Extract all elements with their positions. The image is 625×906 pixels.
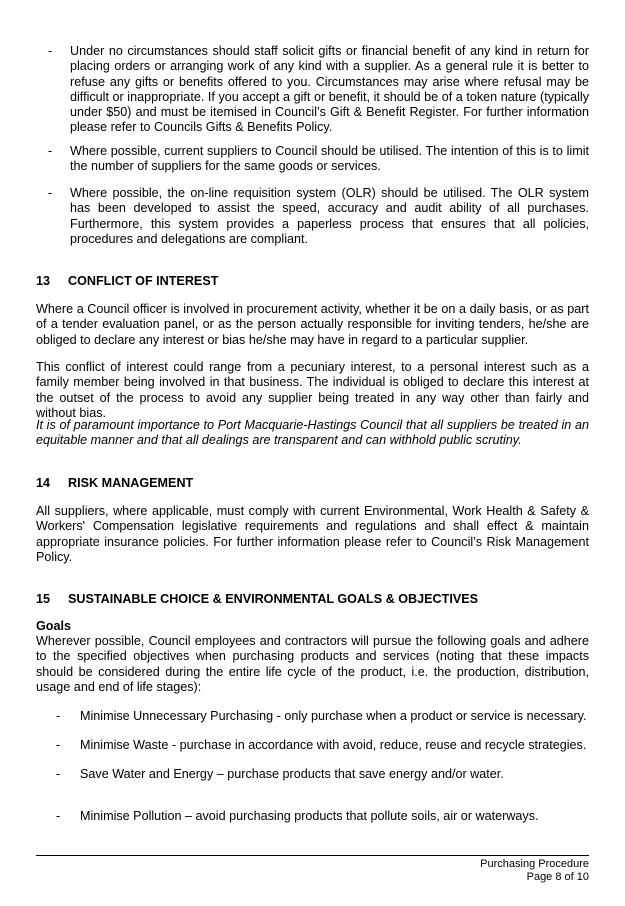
section-title: RISK MANAGEMENT <box>68 476 194 490</box>
section-number: 14 <box>36 476 51 490</box>
emphasis-paragraph: It is of paramount importance to Port Macquarie-Hastings Council that all suppliers be treated in an equitable manner and that all dealings are transparent and can withhold public scrutiny. <box>36 418 589 448</box>
bullet-marker: - <box>48 186 53 200</box>
bullet-text: Where possible, the on-line requisition system (OLR) should be utilised. The OLR system has been developed to assist the speed, accuracy and audit ability of all purchases. Furthermore, this system provides a paperless process that ensures that all policies, procedures and delegations are compliant. <box>70 186 589 246</box>
section-heading-15 <box>36 592 478 607</box>
bullet-marker: - <box>56 767 61 781</box>
subheading: Goals <box>36 619 71 633</box>
list-item <box>35 767 595 782</box>
bullet-marker: - <box>56 709 61 723</box>
paragraph: Wherever possible, Council employees and contractors will pursue the following goals and adhere to the specified objectives when purchasing products and services (noting that these impacts should be considered during the entire life cycle of the product, i.e. the production, distribution, usage and end of life stages): <box>36 634 589 694</box>
list-item <box>35 809 595 824</box>
bullet-text: Minimise Waste - purchase in accordance with avoid, reduce, reuse and recycle strategies. <box>80 738 587 752</box>
list-item <box>35 44 589 136</box>
bullet-marker: - <box>56 809 61 823</box>
list-item <box>35 738 595 753</box>
bullet-marker: - <box>48 144 53 158</box>
list-item <box>35 709 595 724</box>
section-title: SUSTAINABLE CHOICE & ENVIRONMENTAL GOALS & OBJECTIVES <box>68 592 479 606</box>
list-item <box>35 186 589 247</box>
footer-page-number: Page 8 of 10 <box>526 871 589 883</box>
section-number: 13 <box>36 274 51 288</box>
section-heading-13 <box>36 274 218 289</box>
paragraph: Where a Council officer is involved in procurement activity, whether it be on a daily basis, or as part of a tender evaluation panel, or as the person actually responsible for inviting tenders, he/she are obliged to declare any interest or bias he/she may have in regard to a particular supplier. <box>36 302 589 347</box>
bullet-text: Under no circumstances should staff solicit gifts or financial benefit of any kind in return for placing orders or arranging work of any kind with a supplier. As a general rule it is better to refuse any gifts or benefits offered to you. Circumstances may arise where refusal may be difficult or inappropriate. If you accept a gift or benefit, it should be of a token nature (typically under $50) and must be itemised in Council’s Gift & Benefit Register. For further information please refer to Councils Gifts & Benefits Policy. <box>70 44 589 135</box>
paragraph: This conflict of interest could range from a pecuniary interest, to a personal interest such as a family member being involved in that business. The individual is obliged to declare this interest at the outset of the process to avoid any supplier being treated in any way other than fairly and without bias. <box>36 360 589 420</box>
bullet-text: Where possible, current suppliers to Council should be utilised. The intention of this is to limit the number of suppliers for the same goods or services. <box>70 144 589 174</box>
section-heading-14 <box>36 476 193 491</box>
section-title: CONFLICT OF INTEREST <box>68 274 219 288</box>
footer-doc-title: Purchasing Procedure <box>480 858 589 870</box>
bullet-text: Minimise Unnecessary Purchasing - only purchase when a product or service is necessary. <box>80 709 587 723</box>
bullet-text: Save Water and Energy – purchase products that save energy and/or water. <box>80 767 504 781</box>
bullet-text: Minimise Pollution – avoid purchasing products that pollute soils, air or waterways. <box>80 809 539 823</box>
paragraph: All suppliers, where applicable, must comply with current Environmental, Work Health & Safety & Workers' Compensation legislative requirements and regulations and shall effect & maintain appropriate insurance policies. For further information please refer to Council’s Risk Management Policy. <box>36 504 589 564</box>
bullet-marker: - <box>48 44 53 58</box>
list-item <box>35 144 589 175</box>
bullet-marker: - <box>56 738 61 752</box>
footer-divider <box>36 855 589 856</box>
section-number: 15 <box>36 592 51 606</box>
